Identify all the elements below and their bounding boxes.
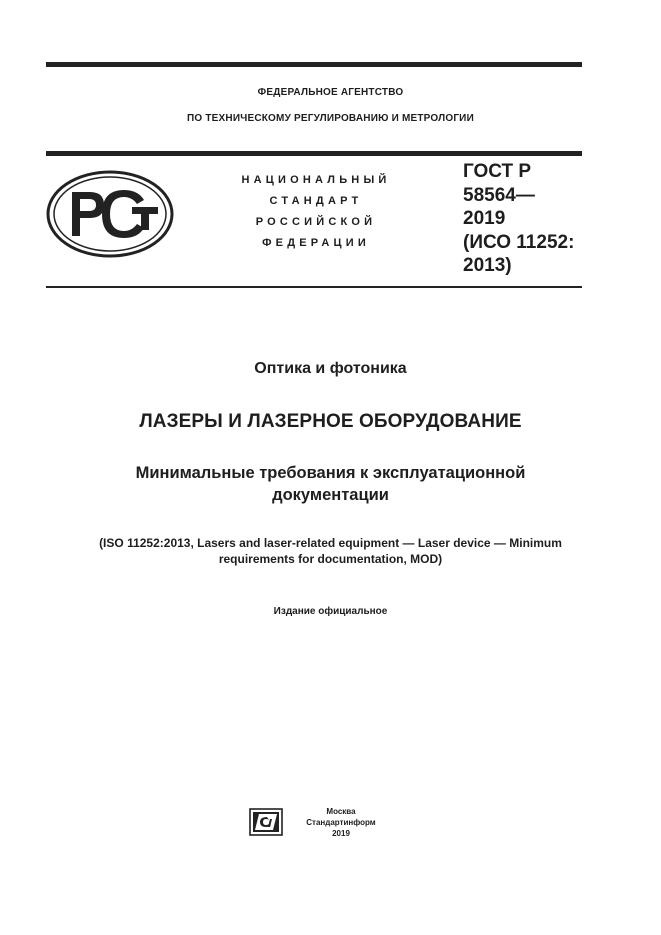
- iso-reference-line: (ISO 11252:2013, Lasers and laser-related equipment — Laser device — Minimum: [99, 536, 562, 550]
- iso-reference-line: requirements for documentation, MOD): [218, 552, 443, 566]
- standard-designation: [463, 160, 588, 278]
- agency-line-2: ПО ТЕХНИЧЕСКОМУ РЕГУЛИРОВАНИЮ И МЕТРОЛОГИИ: [187, 113, 474, 124]
- designation-line: 2019: [463, 208, 506, 229]
- agency-line-1: ФЕДЕРАЛЬНОЕ АГЕНТСТВО: [257, 87, 404, 98]
- standartinform-logo-icon: [249, 808, 283, 836]
- watermark: ​: [294, 302, 306, 313]
- designation-line: 2013): [463, 255, 512, 276]
- top-rule: [46, 62, 582, 67]
- series-title: Оптика и фотоника: [254, 360, 407, 377]
- standard-type-line: НАЦИОНАЛЬНЫЙ: [241, 174, 391, 186]
- subtitle-line: Минимальные требования к эксплуатационной: [135, 464, 526, 482]
- publisher-city: Москва: [326, 807, 356, 816]
- header-rule: [46, 151, 582, 156]
- publisher-name: Стандартинформ: [306, 818, 376, 827]
- header-bottom-rule: [46, 286, 582, 288]
- subtitle-line: документации: [272, 486, 389, 504]
- rst-logo-icon: [46, 170, 174, 258]
- standard-type-line: ФЕДЕРАЦИИ: [262, 237, 370, 249]
- publisher-year: 2019: [332, 829, 350, 838]
- document-subtitle: [30, 462, 631, 506]
- designation-line: 58564—: [463, 184, 535, 206]
- iso-reference: [30, 535, 631, 567]
- document-title: ЛАЗЕРЫ И ЛАЗЕРНОЕ ОБОРУДОВАНИЕ: [139, 411, 522, 432]
- standard-type-line: СТАНДАРТ: [269, 195, 363, 207]
- standard-type: [222, 170, 410, 254]
- designation-line: (ИСО 11252:: [463, 231, 575, 253]
- edition-label: Издание официальное: [273, 606, 388, 617]
- designation-line: ГОСТ Р: [463, 161, 532, 182]
- publisher-info: [306, 806, 376, 839]
- standard-type-line: РОССИЙСКОЙ: [255, 216, 377, 228]
